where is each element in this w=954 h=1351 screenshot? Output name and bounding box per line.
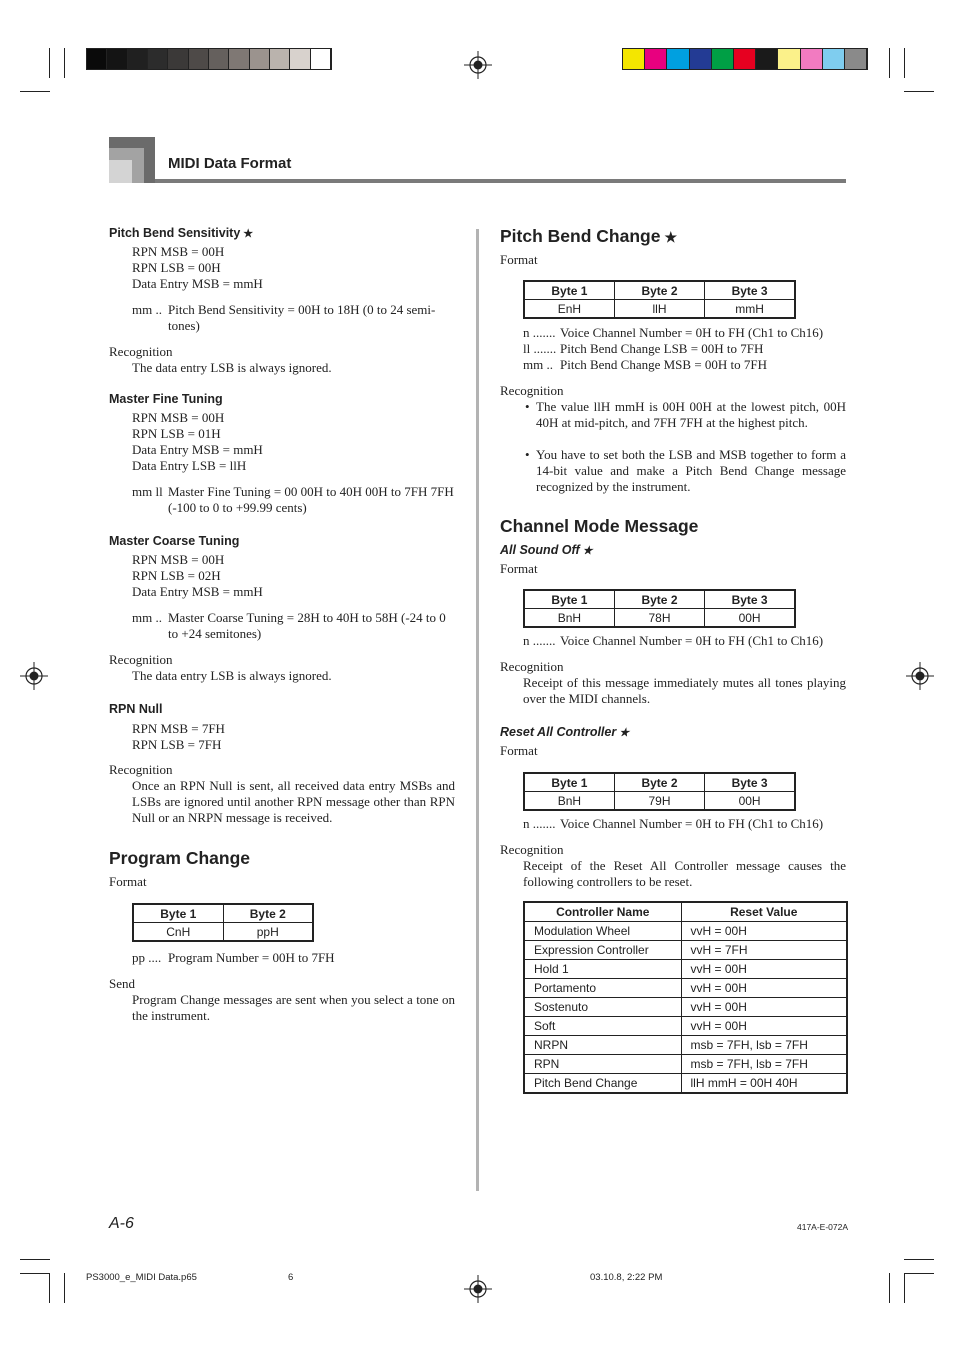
pbc-bullet-1: The value llH mmH is 00H 00H at the lowest pitch, 00H 40H at mid-pitch, and 7FH 7FH at the highest pitch. [536, 399, 846, 430]
bullet-dot: • [525, 447, 530, 462]
table-row [524, 1074, 847, 1094]
table-header: Byte 3 [705, 281, 795, 300]
rac-n-text: Voice Channel Number = 0H to FH (Ch1 to Ch16) [560, 816, 824, 831]
reset-all-controller-format-table [523, 772, 796, 811]
color-swatch [823, 49, 845, 69]
crop-mark [904, 1259, 934, 1260]
column-divider [476, 229, 479, 1191]
table-header: Byte 1 [524, 590, 614, 609]
table-row [524, 1036, 847, 1055]
star-icon: ★ [619, 727, 630, 739]
table-header: Byte 3 [705, 773, 795, 792]
section-program-change-title: Program Change [109, 848, 250, 868]
aso-format-label: Format [500, 561, 538, 576]
pbc-recognition-label: Recognition [500, 383, 564, 398]
all-sound-off-format-table [523, 589, 796, 628]
table-header: Byte 1 [524, 281, 614, 300]
pc-pp-text: Program Number = 00H to 7FH [168, 950, 335, 965]
controller-reset-table [523, 901, 848, 1094]
table-row [524, 1017, 847, 1036]
pitch-bend-change-format-table [523, 280, 796, 319]
crop-mark [20, 1273, 50, 1274]
reset-all-controller-title: Reset All Controller ★ [500, 725, 630, 739]
table-cell: vvH = 00H [681, 1017, 847, 1036]
color-swatch [645, 49, 667, 69]
section-master-fine-tuning-title: Master Fine Tuning [109, 392, 223, 406]
rac-format-label: Format [500, 743, 538, 758]
table-row [524, 941, 847, 960]
mct-mm-text: Master Coarse Tuning = 28H to 40H to 58H (-24 to 0 to +24 semitones) [168, 610, 446, 641]
mct-recognition-text: The data entry LSB is always ignored. [132, 668, 332, 683]
registration-mark-icon [906, 662, 934, 690]
crop-mark [20, 1259, 50, 1260]
gray-swatch [128, 49, 148, 69]
rac-n-label: n ....... [523, 816, 556, 831]
crop-mark [904, 1273, 934, 1274]
pc-format-label: Format [109, 874, 147, 889]
aso-recognition-label: Recognition [500, 659, 564, 674]
table-cell: vvH = 00H [681, 998, 847, 1017]
table-cell: Expression Controller [524, 941, 681, 960]
pc-send-label: Send [109, 976, 135, 991]
table-cell: EnH [524, 300, 614, 319]
gray-swatch [168, 49, 188, 69]
table-cell: Hold 1 [524, 960, 681, 979]
table-header: Reset Value [681, 902, 847, 922]
table-cell: CnH [133, 923, 223, 942]
table-row [524, 998, 847, 1017]
gray-swatch [148, 49, 168, 69]
table-header: Byte 1 [524, 773, 614, 792]
pbc-bullet-2: You have to set both the LSB and MSB together to form a 14-bit value and make a Pitch Bend Change message recognized by the instrument. [536, 447, 846, 494]
table-cell: msb = 7FH, lsb = 7FH [681, 1036, 847, 1055]
program-change-format-table [132, 903, 314, 942]
header-graphic [109, 160, 132, 183]
mct-recognition-label: Recognition [109, 652, 173, 667]
table-row [524, 1055, 847, 1074]
mft-mm-text: Master Fine Tuning = 00 00H to 40H 00H to 7FH 7FH (-100 to 0 to +99.99 cents) [168, 484, 454, 515]
header-rule [155, 179, 846, 183]
table-cell: mmH [705, 300, 795, 319]
mft-params: RPN MSB = 00H RPN LSB = 01H Data Entry MSB = mmH Data Entry LSB = llH [132, 410, 263, 473]
file-page-number: 6 [288, 1272, 294, 1283]
crop-mark [64, 1273, 65, 1303]
print-date: 03.10.8, 2:22 PM [590, 1272, 663, 1283]
color-bar [622, 48, 868, 70]
color-swatch [690, 49, 712, 69]
gray-swatch [270, 49, 290, 69]
pc-send-text: Program Change messages are sent when you select a tone on the instrument. [132, 992, 455, 1023]
table-cell: BnH [524, 609, 614, 628]
mct-mm-label: mm .. [132, 610, 162, 625]
bullet-dot: • [525, 399, 530, 414]
crop-mark [904, 91, 934, 92]
registration-mark-icon [464, 1275, 492, 1303]
section-rpn-null-title: RPN Null [109, 702, 163, 716]
mct-params: RPN MSB = 00H RPN LSB = 02H Data Entry MSB = mmH [132, 552, 263, 599]
aso-recognition-text: Receipt of this message immediately mutes all tones playing over the MIDI channels. [523, 675, 846, 706]
star-icon: ★ [582, 545, 593, 557]
table-cell: Sostenuto [524, 998, 681, 1017]
color-swatch [712, 49, 734, 69]
gray-swatch [290, 49, 310, 69]
crop-mark [20, 91, 50, 92]
color-swatch [623, 49, 645, 69]
rac-recognition-label: Recognition [500, 842, 564, 857]
table-header: Byte 2 [614, 590, 704, 609]
gray-swatch [209, 49, 229, 69]
table-cell: msb = 7FH, lsb = 7FH [681, 1055, 847, 1074]
pc-pp-label: pp .... [132, 950, 162, 965]
pbc-ll-label: ll ....... [523, 341, 557, 356]
crop-mark [889, 48, 890, 78]
table-header: Controller Name [524, 902, 681, 922]
pbc-ll-text: Pitch Bend Change LSB = 00H to 7FH [560, 341, 764, 356]
table-cell: NRPN [524, 1036, 681, 1055]
table-header: Byte 2 [614, 773, 704, 792]
grayscale-bar [86, 48, 332, 70]
table-cell: 79H [614, 792, 704, 811]
pbc-mm-text: Pitch Bend Change MSB = 00H to 7FH [560, 357, 768, 372]
page-title: MIDI Data Format [168, 155, 292, 172]
crop-mark [49, 1273, 50, 1303]
rpnnull-params: RPN MSB = 7FH RPN LSB = 7FH [132, 721, 225, 752]
color-swatch [667, 49, 689, 69]
table-cell: Portamento [524, 979, 681, 998]
star-icon: ★ [664, 229, 677, 245]
page-number: A-6 [109, 1215, 134, 1232]
pbc-format-label: Format [500, 252, 538, 267]
pbc-mm-label: mm .. [523, 357, 553, 372]
table-cell: vvH = 00H [681, 979, 847, 998]
rpnnull-recognition-label: Recognition [109, 762, 173, 777]
crop-mark [889, 1273, 890, 1303]
table-cell: 00H [705, 609, 795, 628]
pbs-recognition-label: Recognition [109, 344, 173, 359]
table-row [524, 979, 847, 998]
pbc-n-text: Voice Channel Number = 0H to FH (Ch1 to Ch16) [560, 325, 824, 340]
file-name: PS3000_e_MIDI Data.p65 [86, 1272, 197, 1283]
table-cell: vvH = 7FH [681, 941, 847, 960]
table-cell: Modulation Wheel [524, 922, 681, 941]
table-cell: 00H [705, 792, 795, 811]
pbs-recognition-text: The data entry LSB is always ignored. [132, 360, 332, 375]
gray-swatch [250, 49, 270, 69]
crop-mark [904, 1273, 905, 1303]
section-pitch-bend-change-title: Pitch Bend Change ★ [500, 226, 677, 246]
table-cell: BnH [524, 792, 614, 811]
all-sound-off-title: All Sound Off ★ [500, 543, 593, 557]
gray-swatch [107, 49, 127, 69]
rpnnull-recognition-text: Once an RPN Null is sent, all received data entry MSBs and LSBs are ignored until another RPN message other than RPN Null or an NRPN message is received. [132, 778, 455, 825]
table-cell: RPN [524, 1055, 681, 1074]
table-cell: vvH = 00H [681, 960, 847, 979]
gray-swatch [229, 49, 249, 69]
gray-swatch [311, 49, 331, 69]
table-header: Byte 2 [223, 904, 313, 923]
section-channel-mode-message-title: Channel Mode Message [500, 516, 699, 536]
crop-mark [49, 48, 50, 78]
mft-mm-label: mm ll [132, 484, 163, 499]
table-cell: 78H [614, 609, 704, 628]
star-icon: ★ [243, 228, 254, 240]
table-cell: Soft [524, 1017, 681, 1036]
table-row [524, 922, 847, 941]
crop-mark [904, 48, 905, 78]
pbs-mm-text: Pitch Bend Sensitivity = 00H to 18H (0 to 24 semi-tones) [168, 302, 436, 333]
color-swatch [734, 49, 756, 69]
pbs-mm-label: mm .. [132, 302, 162, 317]
section-pitch-bend-sensitivity-title: Pitch Bend Sensitivity ★ [109, 226, 254, 240]
registration-mark-icon [464, 51, 492, 79]
color-swatch [845, 49, 867, 69]
table-cell: vvH = 00H [681, 922, 847, 941]
crop-mark [64, 48, 65, 78]
document-code: 417A-E-072A [797, 1222, 849, 1232]
color-swatch [801, 49, 823, 69]
table-cell: ppH [223, 923, 313, 942]
table-cell: Pitch Bend Change [524, 1074, 681, 1094]
section-master-coarse-tuning-title: Master Coarse Tuning [109, 534, 240, 548]
rac-recognition-text: Receipt of the Reset All Controller message causes the following controllers to be reset. [523, 858, 846, 889]
gray-swatch [87, 49, 107, 69]
pbs-params: RPN MSB = 00H RPN LSB = 00H Data Entry MSB = mmH [132, 244, 263, 291]
table-cell: llH [614, 300, 704, 319]
color-swatch [778, 49, 800, 69]
gray-swatch [189, 49, 209, 69]
table-header: Byte 3 [705, 590, 795, 609]
registration-mark-icon [20, 662, 48, 690]
table-header: Byte 2 [614, 281, 704, 300]
pbc-n-label: n ....... [523, 325, 556, 340]
table-header: Byte 1 [133, 904, 223, 923]
aso-n-label: n ....... [523, 633, 556, 648]
color-swatch [756, 49, 778, 69]
table-cell: llH mmH = 00H 40H [681, 1074, 847, 1094]
aso-n-text: Voice Channel Number = 0H to FH (Ch1 to Ch16) [560, 633, 824, 648]
table-row [524, 960, 847, 979]
